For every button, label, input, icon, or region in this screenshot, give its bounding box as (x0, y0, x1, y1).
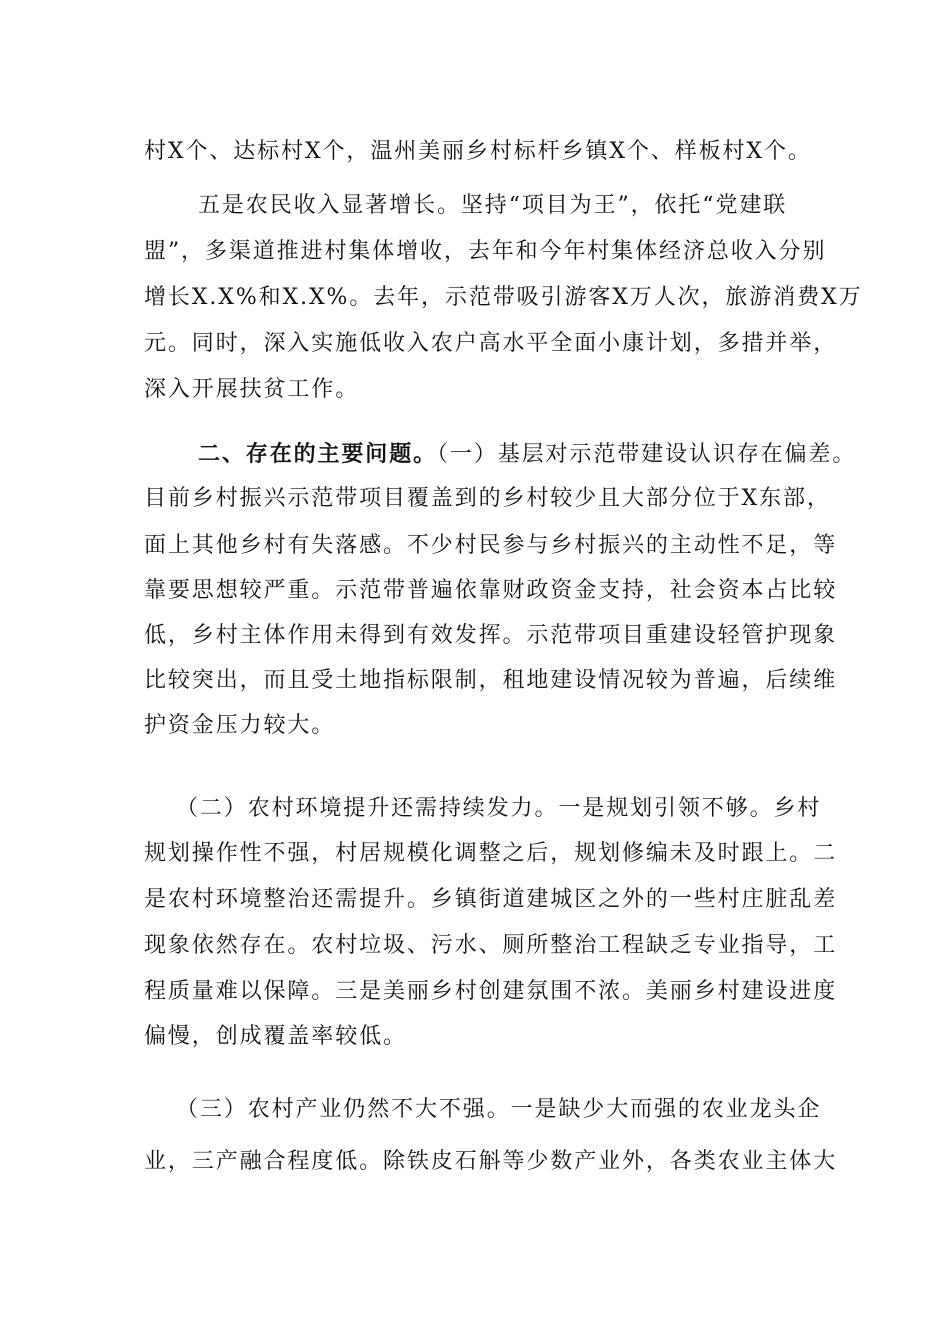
text-line: 面上其他乡村有失落感。不少村民参与乡村振兴的主动性不足，等 (144, 533, 838, 558)
text-line: 护资金压力较大。 (144, 713, 336, 738)
text-line: 村X个、达标村X个，温州美丽乡村标杆乡镇X个、样板村X个。 (144, 139, 812, 164)
text-line: 是农村环境整治还需提升。乡镇街道建城区之外的一些村庄脏乱差 (144, 887, 838, 912)
text-line: 低，乡村主体作用未得到有效发挥。示范带项目重建设轻管护现象 (144, 623, 838, 648)
text-line: 现象依然存在。农村垃圾、污水、厕所整治工程缺乏专业指导，工 (144, 933, 838, 958)
text-line: 深入开展扶贫工作。 (144, 377, 360, 402)
text-line: 增长X.X%和X.X%。去年，示范带吸引游客X万人次，旅游消费X万 (144, 285, 863, 310)
text-line: 业，三产融合程度低。除铁皮石斛等少数产业外，各类农业主体大 (144, 1149, 838, 1174)
text-line: 元。同时，深入实施低收入农户高水平全面小康计划，多措并举， (144, 331, 838, 356)
text-line: 目前乡村振兴示范带项目覆盖到的乡村较少且大部分位于X东部， (144, 486, 831, 511)
text-line: 程质量难以保障。三是美丽乡村创建氛围不浓。美丽乡村建设进度 (144, 979, 838, 1004)
text-line: （二）农村环境提升还需持续发力。一是规划引领不够。乡村 (176, 796, 822, 821)
text-line: （三）农村产业仍然不大不强。一是缺少大而强的农业龙头企 (176, 1097, 822, 1122)
text-line: 五是农民收入显著增长。坚持“项目为王”，依托“党建联 (198, 193, 788, 218)
subheading-text: （一）基层对示范带建设认识存在偏差。 (437, 442, 857, 467)
text-line: 靠要思想较严重。示范带普遍依靠财政资金支持，社会资本占比较 (144, 578, 838, 603)
text-line: 规划操作性不强，村居规模化调整之后，规划修编未及时跟上。二 (144, 841, 838, 866)
text-line: 偏慢，创成覆盖率较低。 (144, 1024, 407, 1049)
text-line: 盟”，多渠道推进村集体增收，去年和今年村集体经济总收入分别 (144, 239, 827, 264)
text-line: 比较突出，而且受土地指标限制，租地建设情况较为普遍，后续维 (144, 668, 838, 693)
section-heading-line (198, 434, 856, 474)
section-heading: 二、存在的主要问题。 (198, 441, 438, 467)
